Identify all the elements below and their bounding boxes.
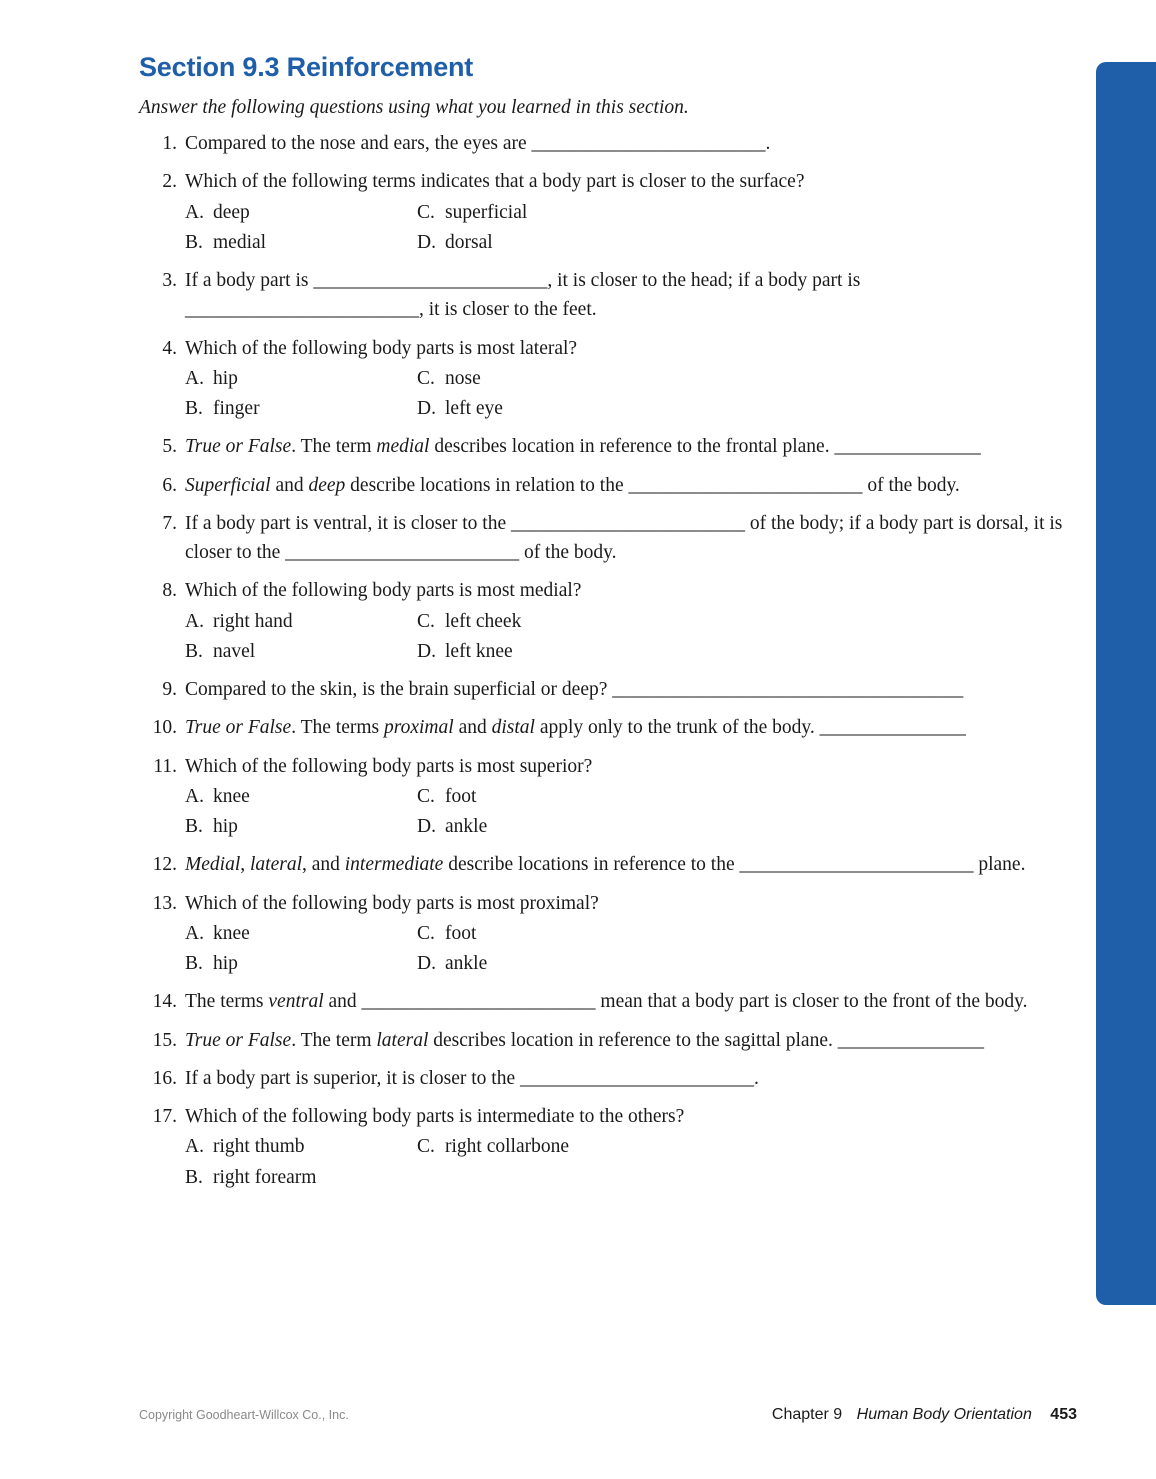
choice-option[interactable] [185,198,417,227]
choice-label: medial [213,231,267,253]
choice-option[interactable] [417,228,493,257]
choice-label: navel [213,640,256,662]
question-number: 16. [152,1067,177,1089]
question-text: Which of the following body parts is most superior? [185,755,593,777]
choice-option[interactable] [185,919,417,948]
choice-letter: D. [417,231,436,253]
choice-label: nose [445,367,481,389]
choice-label: knee [213,922,250,944]
choice-label: hip [213,367,238,389]
choice-letter: C. [417,610,435,632]
choice-option[interactable] [185,394,417,423]
choice-letter: B. [185,953,203,974]
choice-row [185,394,1077,423]
choice-letter: D. [417,816,436,837]
choice-letter: C. [417,1136,435,1158]
choice-label: left knee [445,640,513,662]
question-item [139,889,1077,979]
choice-letter: A. [185,201,204,223]
question-text: The terms ventral and ________________________ mean that a body part is closer to the front of the body. [185,991,1028,1013]
question-text: If a body part is superior, it is closer to the ________________________. [185,1067,759,1089]
question-text: Which of the following body parts is most lateral? [185,337,578,359]
choice-label: right collarbone [445,1136,569,1158]
question-item [139,713,1077,742]
question-item [139,1102,1077,1192]
page-number: 453 [1050,1406,1077,1423]
question-text: If a body part is ventral, it is closer to the ________________________ of the body; if a body part is dorsal, it is closer to the ________________________ of the body. [185,512,1063,563]
question-text: Medial, lateral, and intermediate describe locations in reference to the ________________________ plane. [185,854,1026,876]
question-item [139,987,1077,1016]
chapter-title: Human Body Orientation [856,1406,1032,1423]
choice-label: foot [445,922,477,944]
question-item [139,167,1077,257]
choice-label: left cheek [445,610,522,632]
choice-label: ankle [445,953,488,974]
choice-option[interactable] [417,782,476,811]
choice-row [185,949,1077,978]
choice-letter: B. [185,816,203,837]
choice-letter: C. [417,785,435,807]
copyright-notice: Copyright Goodheart-Willcox Co., Inc. [139,1408,349,1422]
footer-chapter-info [772,1406,1077,1424]
question-number: 3. [162,270,177,291]
choice-option[interactable] [185,607,417,636]
question-number: 8. [162,580,177,602]
choice-row [185,364,1077,393]
question-item [139,1026,1077,1055]
choice-label: right hand [213,610,293,632]
question-text: Compared to the skin, is the brain superficial or deep? ____________________________________ [185,679,964,700]
question-text: Superficial and deep describe locations in relation to the ________________________ of the body. [185,474,960,496]
choice-row [185,198,1077,227]
choice-label: right forearm [213,1166,317,1188]
choice-option[interactable] [417,198,527,227]
choice-group [185,919,1077,979]
question-list [139,129,1077,1192]
question-item [139,509,1077,568]
choice-label: right thumb [213,1136,305,1158]
choice-option[interactable] [185,637,417,666]
choice-letter: B. [185,1166,203,1188]
choice-letter: D. [417,953,436,974]
question-text: Which of the following body parts is most medial? [185,580,582,602]
choice-option[interactable] [185,1163,417,1192]
page-title: Section 9.3 Reinforcement [139,52,474,82]
chapter-side-tab [1096,62,1156,1305]
choice-option[interactable] [417,607,521,636]
choice-letter: A. [185,922,204,944]
choice-label: hip [213,953,238,974]
choice-letter: A. [185,610,204,632]
choice-row [185,607,1077,636]
chapter-label: Chapter 9 [771,1406,843,1423]
choice-option[interactable] [185,1132,417,1161]
choice-row [185,812,1077,841]
question-number: 14. [152,991,177,1013]
choice-row [185,1132,1077,1161]
choice-letter: D. [417,398,436,419]
question-number: 10. [152,717,177,739]
choice-letter: D. [417,640,436,662]
choice-group [185,607,1077,667]
question-number: 15. [152,1029,177,1051]
choice-row [185,919,1077,948]
question-text: Which of the following body parts is intermediate to the others? [185,1106,685,1127]
choice-row [185,782,1077,811]
choice-option[interactable] [185,782,417,811]
choice-option[interactable] [417,949,487,978]
question-item [139,576,1077,666]
choice-letter: A. [185,1136,204,1158]
question-item [139,850,1077,879]
choice-option[interactable] [417,637,513,666]
choice-letter: A. [185,785,204,807]
choice-group [185,198,1077,258]
choice-letter: B. [185,640,203,662]
choice-option[interactable] [417,919,476,948]
question-text: Which of the following body parts is most proximal? [185,892,599,914]
question-text: True or False. The terms proximal and distal apply only to the trunk of the body. _______________ [185,717,966,739]
choice-row [185,637,1077,666]
question-number: 5. [162,436,177,458]
choice-row [185,1163,1077,1192]
question-number: 17. [152,1106,177,1127]
question-item [139,1064,1077,1093]
question-text: True or False. The term medial describes location in reference to the frontal plane. _______________ [185,436,981,458]
question-number: 4. [162,337,177,359]
question-item [139,675,1077,704]
question-text: True or False. The term lateral describes location in reference to the sagittal plane. _______________ [185,1029,984,1051]
choice-option[interactable] [185,949,417,978]
question-text: Compared to the nose and ears, the eyes are ________________________. [185,133,771,154]
question-item [139,334,1077,424]
choice-label: foot [445,785,477,807]
choice-label: hip [213,816,238,837]
choice-label: finger [213,398,260,419]
choice-label: knee [213,785,250,807]
question-number: 2. [162,171,177,193]
choice-label: dorsal [445,231,493,253]
question-number: 12. [152,854,177,876]
question-item [139,471,1077,500]
instructions-text: Answer the following questions using what you learned in this section. [139,97,689,118]
choice-group [185,782,1077,842]
page-footer [139,1406,1077,1424]
choice-letter: C. [417,922,435,944]
choice-option[interactable] [417,364,481,393]
choice-group [185,1132,1077,1192]
choice-option[interactable] [185,364,417,393]
choice-option[interactable] [417,394,503,423]
choice-option[interactable] [185,228,417,257]
question-number: 7. [162,512,177,534]
choice-option[interactable] [417,1132,569,1161]
choice-letter: A. [185,367,204,389]
choice-row [185,228,1077,257]
question-number: 13. [152,892,177,914]
choice-group [185,364,1077,424]
choice-label: ankle [445,816,488,837]
choice-option[interactable] [417,812,487,841]
choice-label: deep [213,201,250,223]
choice-label: superficial [445,201,528,223]
choice-letter: C. [417,201,435,223]
choice-letter: B. [185,231,203,253]
question-number: 1. [162,133,177,154]
choice-option[interactable] [185,812,417,841]
choice-label: left eye [445,398,503,419]
choice-letter: B. [185,398,203,419]
question-number: 9. [162,679,177,700]
question-number: 6. [162,474,177,496]
question-item [139,432,1077,461]
choice-letter: C. [417,367,435,389]
question-item [139,752,1077,842]
question-text: Which of the following terms indicates that a body part is closer to the surface? [185,171,805,193]
page-content [139,52,1077,1201]
question-number: 11. [153,755,177,777]
question-text: If a body part is ________________________, it is closer to the head; if a body part is ________________________, it is closer to the feet. [185,270,861,321]
question-item [139,129,1077,158]
question-item [139,266,1077,325]
